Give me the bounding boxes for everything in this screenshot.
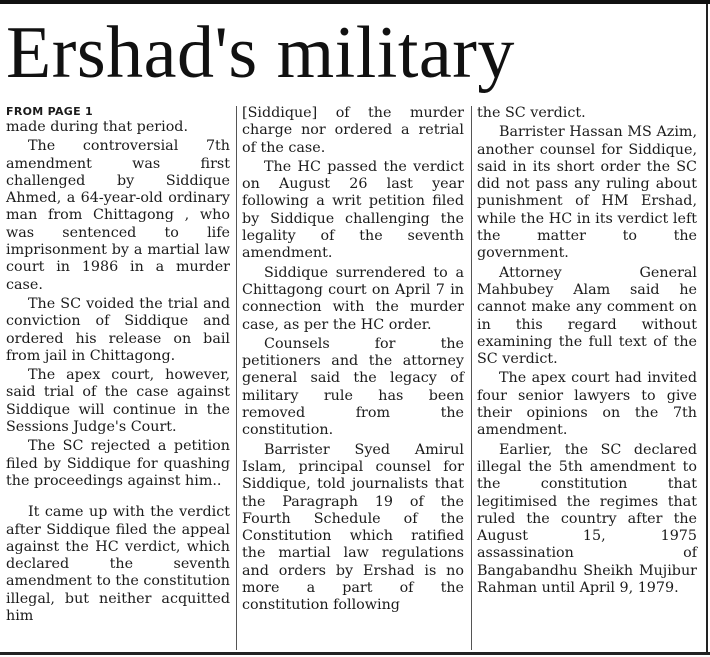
paragraph: Siddique surrendered to a Chittagong court on April 7 in connection with the murder case, as per the HC order. [242,264,464,333]
paragraph: the SC verdict. [477,105,586,121]
column-rule [471,106,472,650]
paragraph: The SC rejected a petition filed by Siddique for quashing the proceedings against him.. [6,438,230,489]
paragraph: Attorney General Mahbubey Alam said he cannot make any comment on in this regard without examining the full text of the SC verdict. [477,264,697,368]
headline: Ershad's military [6,12,515,94]
paragraph: Barrister Hassan MS Azim, another counsel for Siddique, said in its short order the SC did not pass any ruling about punishment of HM Ershad, while the HC in its verdict left the matter to the government. [477,124,697,262]
article-column-3 [477,105,697,597]
article-column-2 [242,105,464,615]
article-column-1 [6,105,230,625]
paragraph: made during that period. [6,119,188,135]
paragraph: The apex court had invited four senior lawyers to give their opinions on the 7th amendment. [477,370,697,439]
column-rule [236,106,237,650]
page-edge-rule [706,4,708,654]
continuation-kicker: FROM PAGE 1 [6,105,94,118]
paragraph: It came up with the verdict after Siddique filed the appeal against the HC verdict, which declared the seventh amendment to the constitution illegal, but neither acquitted him [6,504,230,625]
paragraph: The apex court, however, said trial of the case against Siddique will continue in the Sessions Judge's Court. [6,367,230,436]
paragraph: The HC passed the verdict on August 26 last year following a writ petition filed by Siddique challenging the legality of the seventh amendment. [242,158,464,262]
paragraph: The SC voided the trial and conviction of Siddique and ordered his release on bail from jail in Chittagong. [6,295,230,364]
paragraph: The controversial 7th amendment was first challenged by Siddique Ahmed, a 64-year-old ordinary man from Chittagong , who was sentenced to life imprisonment by a martial law court in 1986 in a murder case. [6,138,230,293]
bottom-rule [0,652,710,655]
paragraph: [Siddique] of the murder charge nor ordered a retrial of the case. [242,105,464,156]
paragraph: Counsels for the petitioners and the attorney general said the legacy of military rule has been removed from the constitution. [242,335,464,439]
paragraph: Barrister Syed Amirul Islam, principal counsel for Siddique, told journalists that the Paragraph 19 of the Fourth Schedule of the Constitution which ratified the martial law regulations and orders by Ershad is no more a part of the constitution following [242,441,464,614]
top-rule [0,0,710,4]
paragraph: Earlier, the SC declared illegal the 5th amendment to the constitution that legitimised the regimes that ruled the country after the August 15, 1975 assassination of Bangabandhu Sheikh Mujibur Rahman until April 9, 1979. [477,441,697,597]
